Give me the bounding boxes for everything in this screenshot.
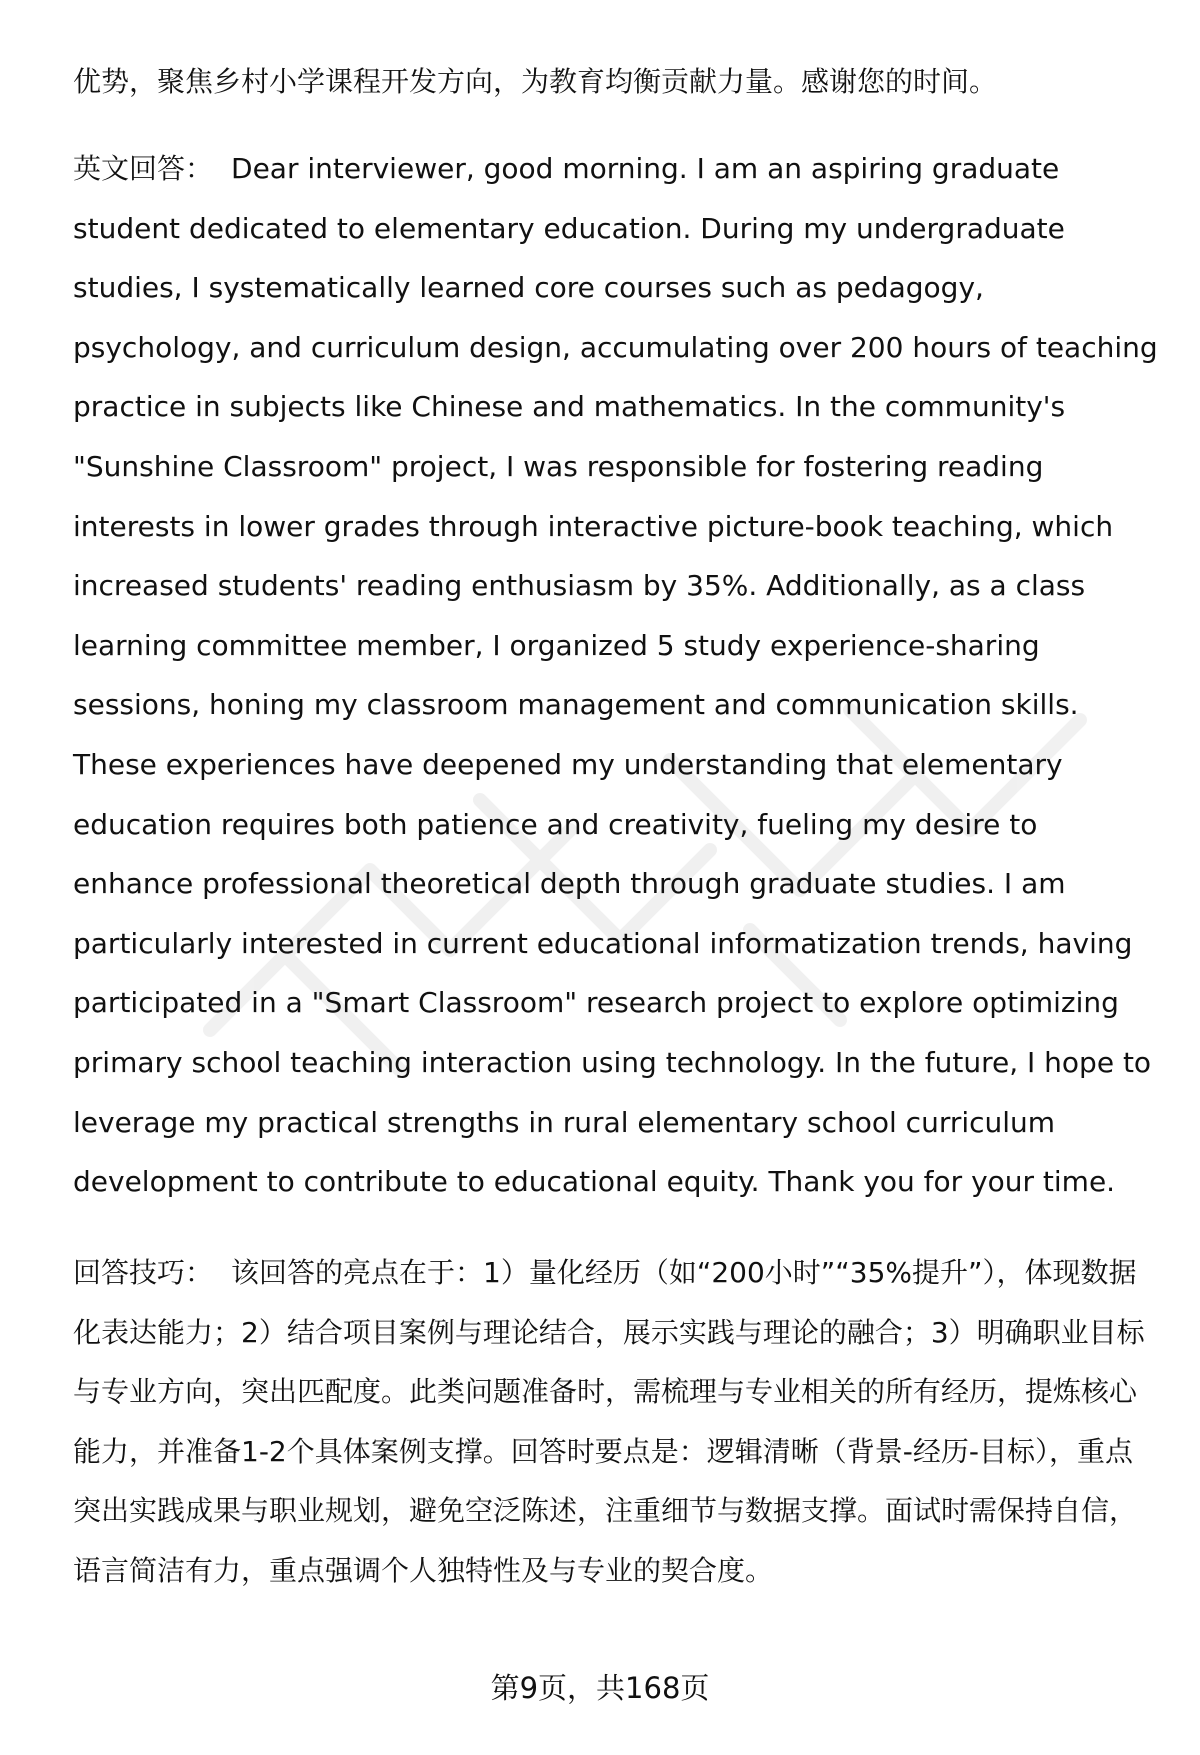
continuation-paragraph: 优势，聚焦乡村小学课程开发方向，为教育均衡贡献力量。感谢您的时间。 <box>73 65 998 98</box>
answer-tips-label: 回答技巧： <box>73 1256 214 1289</box>
answer-tips-paragraph <box>73 1243 1158 1601</box>
english-answer-text: Dear interviewer, good morning. I am an aspiring graduate student dedicated to elementary education. During my undergraduate studies, I systematically learned core courses such as pedagogy, psychology, and curriculum design, accumulating over 200 hours of teaching practice in subjects like Chinese and mathematics. In the community's "Sunshine Classroom" project, I was responsible for fostering reading interests in lower grades through interactive picture-book teaching, which increased students' reading enthusiasm by 35%. Additionally, as a class learning committee member, I organized 5 study experience-sharing sessions, honing my classroom management and communication skills. These experiences have deepened my understanding that elementary education requires both patience and creativity, fueling my desire to enhance professional theoretical depth through graduate studies. I am particularly interested in current educational informatization trends, having participated in a "Smart Classroom" research project to explore optimizing primary school teaching interaction using technology. In the future, I hope to leverage my practical strengths in rural elementary school curriculum development to contribute to educational equity. Thank you for your time. <box>73 152 1158 1199</box>
page-number-footer: 第9页，共168页 <box>490 1671 710 1705</box>
english-answer-paragraph <box>73 139 1158 1212</box>
english-answer-label: 英文回答： <box>73 152 214 185</box>
answer-tips-text: 该回答的亮点在于：1）量化经历（如“200小时”“35%提升”），体现数据化表达能力；2）结合项目案例与理论结合，展示实践与理论的融合；3）明确职业目标与专业方向，突出匹配度。此类问题准备时，需梳理与专业相关的所有经历，提炼核心能力，并准备1-2个具体案例支撑。回答时要点是：逻辑清晰（背景-经历-目标），重点突出实践成果与职业规划，避免空泛陈述，注重细节与数据支撑。面试时需保持自信，语言简洁有力，重点强调个人独特性及与专业的契合度。 <box>73 1256 1145 1587</box>
